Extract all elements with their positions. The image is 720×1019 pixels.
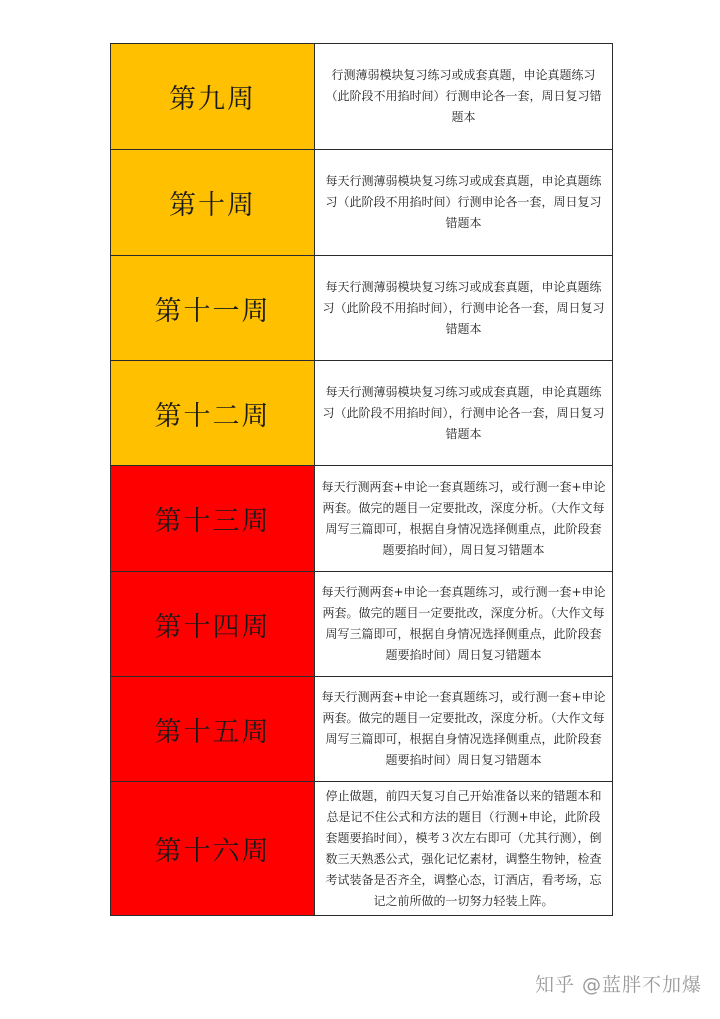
schedule-row (111, 361, 613, 466)
week-description: 行测薄弱模块复习练习或成套真题，申论真题练习（此阶段不用掐时间）行测申论各一套，周日复习错题本 (315, 44, 613, 150)
schedule-row (111, 572, 613, 677)
week-label: 第十二周 (111, 361, 315, 466)
watermark: 知乎 @蓝胖不加爆 (534, 974, 702, 996)
week-description: 每天行测两套+申论一套真题练习，或行测一套+申论两套。做完的题目一定要批改，深度分析。（大作文每周写三篇即可，根据自身情况选择侧重点，此阶段套题要掐时间）周日复习错题本 (315, 572, 613, 677)
week-description: 每天行测薄弱模块复习练习或成套真题，申论真题练习（此阶段不用掐时间）行测申论各一套，周日复习错题本 (315, 150, 613, 256)
week-label: 第十四周 (111, 572, 315, 677)
schedule-row (111, 44, 613, 150)
week-description: 每天行测薄弱模块复习练习或成套真题，申论真题练习（此阶段不用掐时间），行测申论各一套，周日复习错题本 (315, 361, 613, 466)
week-label: 第十三周 (111, 466, 315, 572)
schedule-row (111, 466, 613, 572)
study-schedule-table (110, 43, 613, 916)
schedule-row (111, 677, 613, 782)
week-label: 第十周 (111, 150, 315, 256)
schedule-row (111, 256, 613, 361)
week-description: 每天行测两套+申论一套真题练习，或行测一套+申论两套。做完的题目一定要批改，深度分析。（大作文每周写三篇即可，根据自身情况选择侧重点，此阶段套题要掐时间）周日复习错题本 (315, 677, 613, 782)
week-description: 每天行测两套+申论一套真题练习，或行测一套+申论两套。做完的题目一定要批改，深度分析。（大作文每周写三篇即可，根据自身情况选择侧重点，此阶段套题要掐时间），周日复习错题本 (315, 466, 613, 572)
week-label: 第十六周 (111, 782, 315, 916)
week-label: 第十一周 (111, 256, 315, 361)
week-label: 第九周 (111, 44, 315, 150)
week-label: 第十五周 (111, 677, 315, 782)
schedule-row (111, 150, 613, 256)
schedule-row (111, 782, 613, 916)
week-description: 停止做题，前四天复习自己开始准备以来的错题本和总是记不住公式和方法的题目（行测+申论，此阶段套题要掐时间），模考３次左右即可（尤其行测），倒数三天熟悉公式，强化记忆素材，调整生物钟，检查考试装备是否齐全，调整心态，订酒店，看考场，忘记之前所做的一切努力轻装上阵。 (315, 782, 613, 916)
week-description: 每天行测薄弱模块复习练习或成套真题，申论真题练习（此阶段不用掐时间），行测申论各一套，周日复习错题本 (315, 256, 613, 361)
